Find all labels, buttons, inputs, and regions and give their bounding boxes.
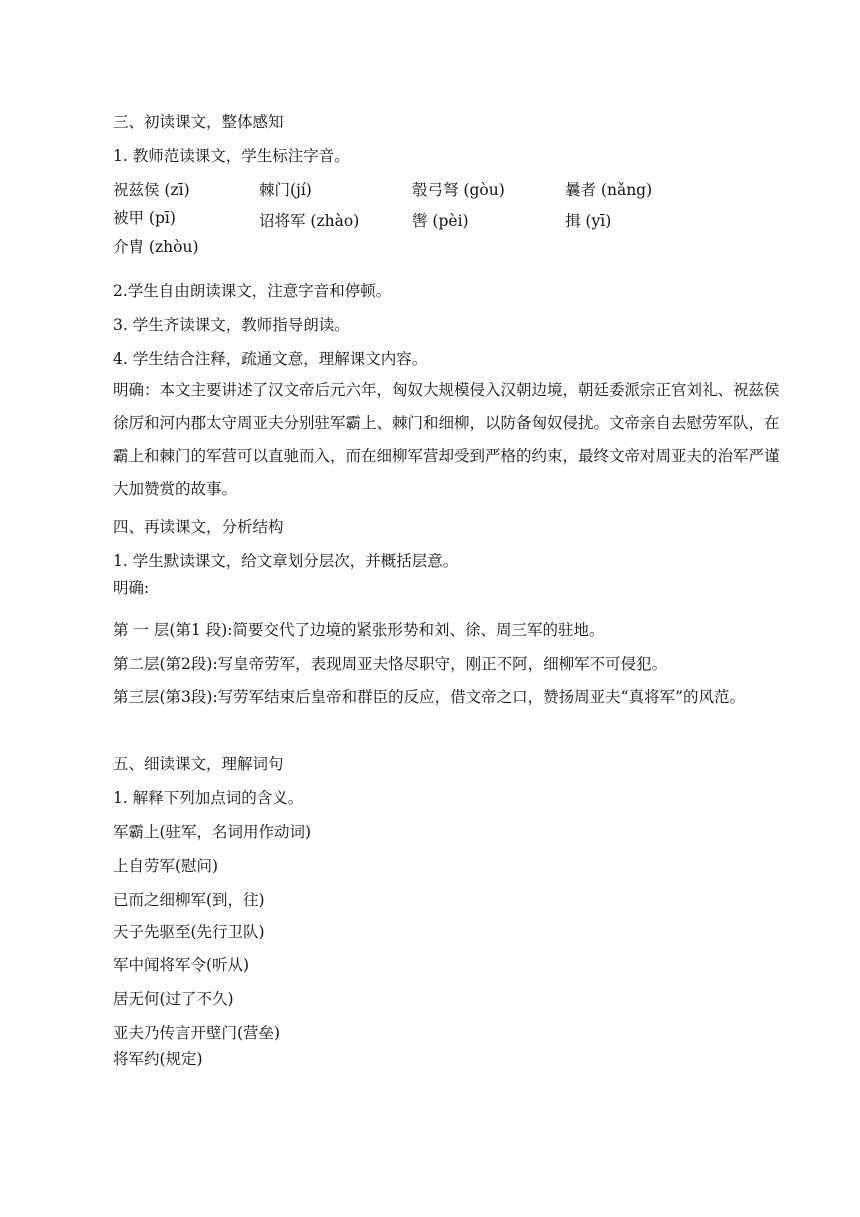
- section4-heading: 四、再读课文，分析结构: [113, 518, 284, 536]
- pinyin-item: 揖 (yī): [565, 212, 612, 230]
- section5-step1: 1. 解释下列加点词的含义。: [113, 789, 304, 807]
- word-item: 居无何(过了不久): [113, 990, 234, 1008]
- pinyin-item: 棘门(jí): [259, 181, 312, 199]
- word-item: 已而之细柳军(到，往): [113, 891, 265, 909]
- pinyin-item: 诏将军 (zhào): [259, 212, 360, 230]
- pinyin-item: 介胄 (zhòu): [113, 238, 199, 256]
- section5-heading: 五、细读课文，理解词句: [113, 755, 284, 773]
- section3-step3: 3. 学生齐读课文，教师指导朗读。: [113, 316, 350, 334]
- layer1-text: 第 一 层(第1 段):简要交代了边境的紧张形势和刘、徐、周三军的驻地。: [113, 621, 605, 639]
- section3-step1: 1. 教师范读课文，学生标注字音。: [113, 147, 350, 165]
- pinyin-item: 曩者 (nǎng): [565, 181, 653, 199]
- word-item: 军中闻将军令(听从): [113, 956, 250, 974]
- word-item: 上自劳军(慰问): [113, 857, 219, 875]
- word-item: 天子先驱至(先行卫队): [113, 923, 265, 941]
- pinyin-item: 彀弓弩 (gòu): [412, 181, 505, 199]
- layer3-text: 第三层(第3段):写劳军结束后皇帝和群臣的反应，借文帝之口，赞扬周亚夫“真将军”的风范。: [113, 688, 746, 706]
- word-item: 将军约(规定): [113, 1050, 203, 1068]
- section3-step4: 4. 学生结合注释，疏通文意，理解课文内容。: [113, 350, 428, 368]
- word-item: 军霸上(驻军，名词用作动词): [113, 823, 312, 841]
- word-item: 亚夫乃传言开壁门(营垒): [113, 1024, 281, 1042]
- layer2-text: 第二层(第2段):写皇帝劳军，表现周亚夫恪尽职守，刚正不阿，细柳军不可侵犯。: [113, 655, 668, 673]
- pinyin-item: 被甲 (pī): [113, 209, 176, 227]
- explanation-paragraph: 明确：本文主要讲述了汉文帝后元六年，匈奴大规模侵入汉朝边境，朝廷委派宗正官刘礼、祝兹侯徐厉和河内郡太守周亚夫分别驻军霸上、棘门和细柳，以防备匈奴侵扰。文帝亲自去慰劳军队，在霸上和棘门的军营可以直驰而入，而在细柳军营却受到严格的约束，最终文帝对周亚夫的治军严谨大加赞赏的故事。: [113, 381, 780, 498]
- section3-step2: 2.学生自由朗读课文，注意字音和停顿。: [113, 282, 392, 300]
- pinyin-item: 祝兹侯 (zī): [113, 181, 190, 199]
- section4-step1: 1. 学生默读课文，给文章划分层次，并概括层意。: [113, 552, 459, 570]
- clarify-label: 明确:: [113, 579, 150, 597]
- pinyin-item: 辔 (pèi): [412, 212, 469, 230]
- section3-heading: 三、初读课文，整体感知: [113, 113, 284, 131]
